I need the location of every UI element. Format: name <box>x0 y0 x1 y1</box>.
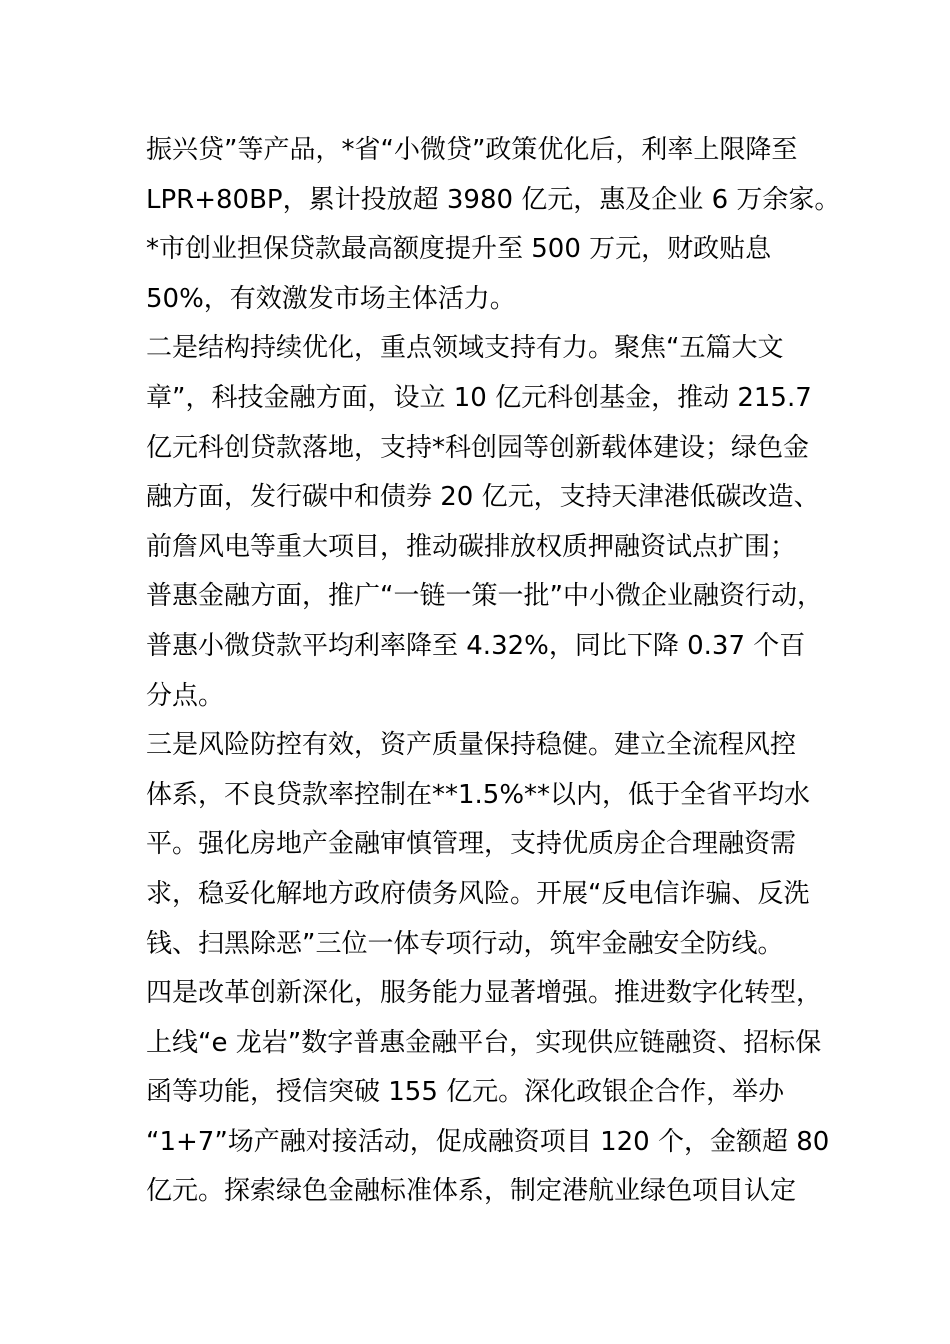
text-line: LPR+80BP，累计投放超 3980 亿元，惠及企业 6 万余家。 <box>146 184 841 215</box>
text-line: 亿元科创贷款落地，支持*科创园等创新载体建设；绿色金 <box>146 432 810 463</box>
text-line: 普惠小微贷款平均利率降至 4.32%，同比下降 0.37 个百 <box>146 630 806 661</box>
text-line: 平。强化房地产金融审慎管理，支持优质房企合理融资需 <box>146 829 797 860</box>
section-four-heading-line: 四是改革创新深化，服务能力显著增强。推进数字化转型， <box>146 978 823 1009</box>
text-line: “1+7”场产融对接活动，促成融资项目 120 个，金额超 80 <box>146 1126 830 1157</box>
text-line: 体系，不良贷款率控制在**1.5%**以内，低于全省平均水 <box>146 779 811 810</box>
document-body <box>146 126 841 1217</box>
section-two-heading-line: 二是结构持续优化，重点领域支持有力。聚焦“五篇大文 <box>146 333 784 364</box>
text-line: 章”，科技金融方面，设立 10 亿元科创基金，推动 215.7 <box>146 382 812 413</box>
text-line: *市创业担保贷款最高额度提升至 500 万元，财政贴息 <box>146 234 772 265</box>
text-line: 前詹风电等重大项目，推动碳排放权质押融资试点扩围； <box>146 531 797 562</box>
text-line: 振兴贷”等产品，*省“小微贷”政策优化后，利率上限降至 <box>146 135 798 165</box>
text-line: 融方面，发行碳中和债券 20 亿元，支持天津港低碳改造、 <box>146 482 820 513</box>
text-line: 50%，有效激发市场主体活力。 <box>146 283 516 314</box>
text-line: 钱、扫黑除恶”三位一体专项行动，筑牢金融安全防线。 <box>146 928 784 959</box>
text-line: 求，稳妥化解地方政府债务风险。开展“反电信诈骗、反洗 <box>146 878 810 909</box>
text-line: 分点。 <box>146 680 225 711</box>
text-line: 普惠金融方面，推广“一链一策一批”中小微企业融资行动， <box>146 581 823 612</box>
section-three-heading-line: 三是风险防控有效，资产质量保持稳健。建立全流程风控 <box>146 730 797 761</box>
text-line: 亿元。探索绿色金融标准体系，制定港航业绿色项目认定 <box>146 1176 797 1207</box>
text-line: 上线“e 龙岩”数字普惠金融平台，实现供应链融资、招标保 <box>146 1027 822 1058</box>
text-line: 函等功能，授信突破 155 亿元。深化政银企合作，举办 <box>146 1077 785 1108</box>
